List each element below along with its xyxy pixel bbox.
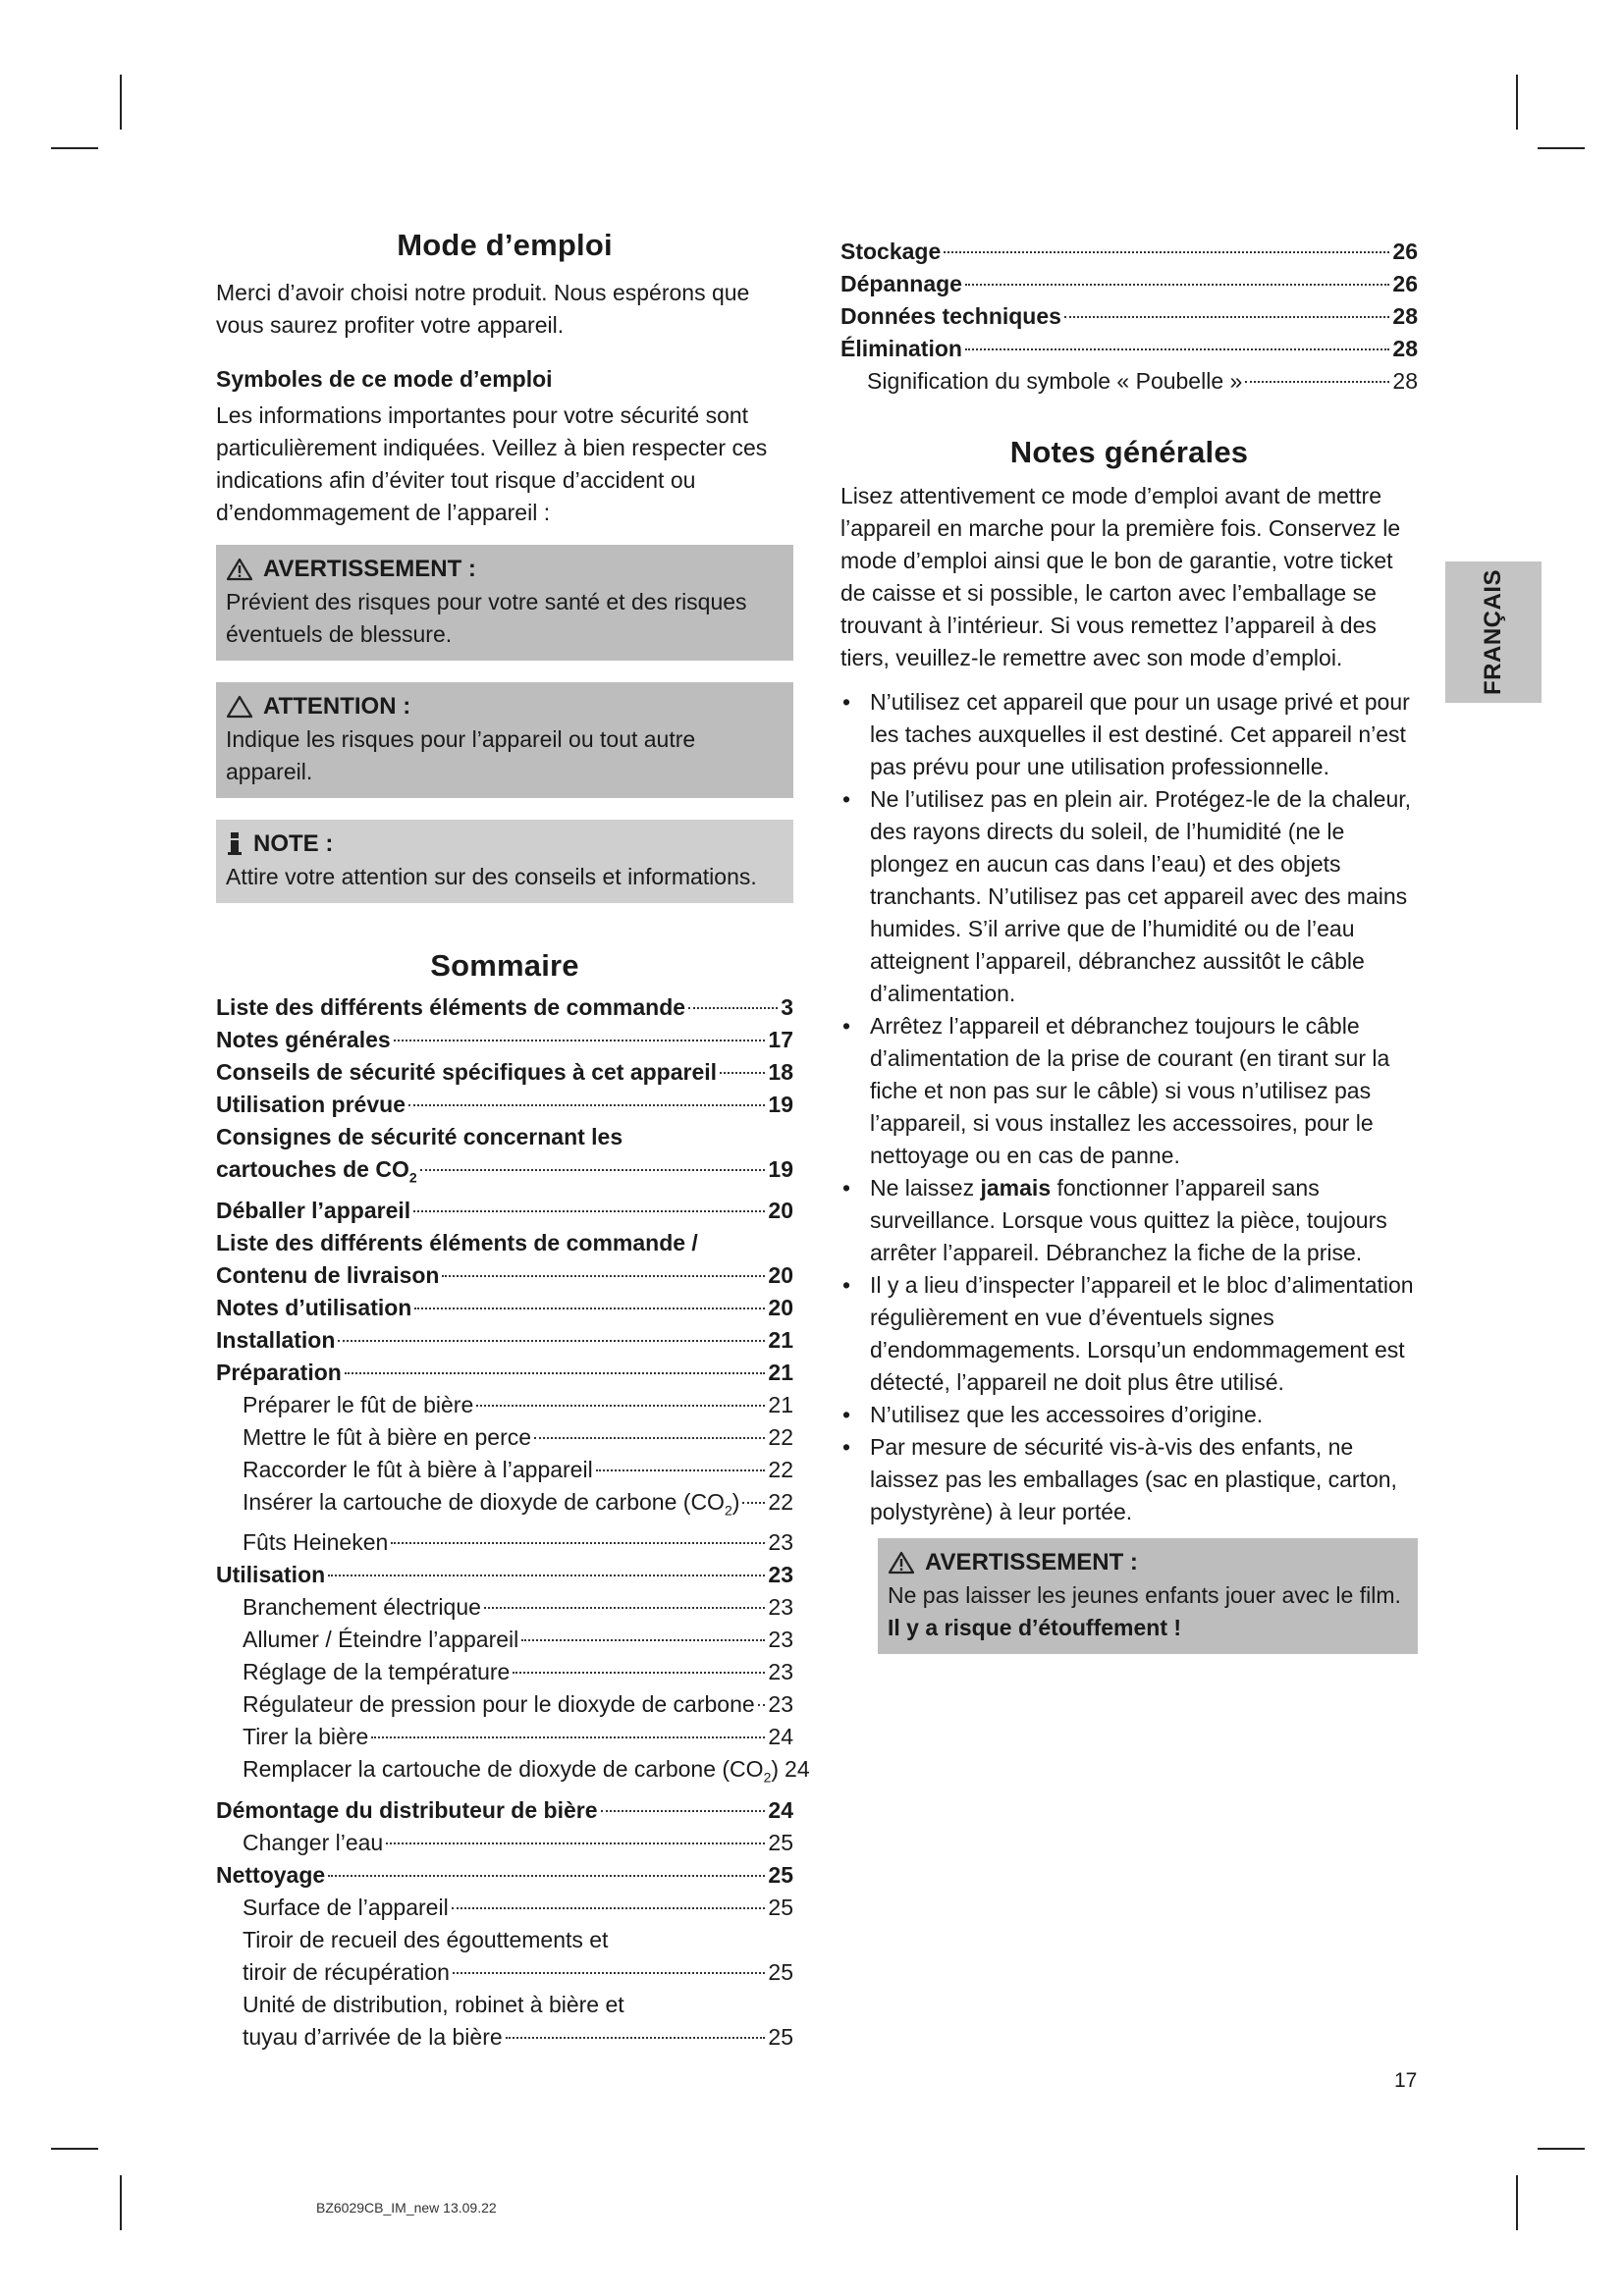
language-tab[interactable] (1445, 561, 1542, 703)
list-item: • Arrêtez l’appareil et débranchez toujours le câble d’alimentation de la prise de courant (en tirant sur la fiche et non pas sur le câble) si vous n’utilisez pas l’appareil, si vous installez les accessoires, pour le nettoyage ou en cas de panne. (840, 1010, 1418, 1172)
list-item: • N’utilisez cet appareil que pour un usage privé et pour les taches auxquelles il est destiné. Cet appareil n’est pas prévu pour une utilisation professionnelle. (840, 686, 1418, 783)
toc-entry[interactable]: Préparation 21 (216, 1359, 793, 1385)
language-tab-label: FRANÇAIS (1480, 569, 1506, 695)
toc-entry[interactable]: Contenu de livraison 20 (216, 1261, 793, 1288)
list-item: • Par mesure de sécurité vis-à-vis des enfants, ne laissez pas les emballages (sac en plastique, carton, polystyrène) à leur portée. (840, 1431, 1418, 1528)
toc-entry[interactable]: Nettoyage 25 (216, 1861, 793, 1888)
toc-entry[interactable]: Préparer le fût de bière 21 (243, 1391, 793, 1417)
warning-triangle-icon (226, 558, 253, 581)
crop-mark (51, 147, 98, 149)
toc-entry[interactable]: Utilisation 23 (216, 1562, 793, 1588)
list-item: • N’utilisez que les accessoires d’origine. (840, 1399, 1418, 1431)
toc-entry[interactable]: Démontage du distributeur de bière 24 (216, 1796, 793, 1823)
toc-entry[interactable]: Réglage de la température 23 (243, 1659, 793, 1685)
toc-entry[interactable]: cartouches de $CO_2$ 19 (216, 1156, 793, 1186)
attention-text: Indique les risques pour l’appareil ou tout autre appareil. (226, 726, 696, 784)
toc-entry[interactable]: Signification du symbole « Poubelle » 28 (867, 368, 1418, 394)
toc-entry[interactable]: Liste des différents éléments de commande / (216, 1229, 698, 1255)
footer-code: BZ6029CB_IM_new 13.09.22 (316, 2200, 497, 2216)
toc-entry[interactable]: Déballer l’appareil 20 (216, 1197, 793, 1223)
crop-mark (1516, 2175, 1518, 2230)
toc-entry[interactable]: Tirer la bière 24 (243, 1724, 793, 1750)
toc-entry[interactable]: Consignes de sécurité concernant les (216, 1124, 623, 1149)
toc-entry[interactable]: Installation 21 (216, 1326, 793, 1353)
attention-label: ATTENTION : (263, 693, 411, 720)
crop-mark (51, 2148, 98, 2150)
toc-entry[interactable]: Conseils de sécurité spécifiques à cet appareil 18 (216, 1059, 793, 1085)
toc-entry[interactable]: Liste des différents éléments de commande 3 (216, 994, 793, 1020)
notes-intro: Lisez attentivement ce mode d’emploi avant de mettre l’appareil en marche pour la première fois. Conservez le mode d’emploi ainsi que le bon de garantie, votre ticket de caisse et si possible, le carton avec l’emballage se trouvant à l’intérieur. Si vous remettez l’appareil à des tiers, veuillez-le remettre avec son mode d’emploi. (840, 483, 1401, 670)
page-number: 17 (1394, 2069, 1418, 2092)
children-warning-box (878, 1538, 1418, 1654)
crop-mark (120, 75, 122, 130)
list-item: • Ne l’utilisez pas en plein air. Protégez-le de la chaleur, des rayons directs du soleil, de l’humidité (ne le plongez en aucun cas dans l’eau) et des objets tranchants. N’utilisez pas cet appareil avec des mains humides. S’il arrive que de l’humidité ou de l’eau atteignent l’appareil, débranchez aussitôt le câble d’alimentation. (840, 783, 1418, 1010)
toc-entry[interactable]: Fûts Heineken 23 (243, 1529, 793, 1556)
notes-list (840, 686, 1418, 1528)
left-column (216, 228, 810, 2054)
note-box (216, 820, 793, 903)
symbols-heading: Symboles de ce mode d’emploi (216, 366, 553, 392)
toc-entry[interactable]: Remplacer la cartouche de dioxyde de carbone $(CO_2)$ 24 (243, 1756, 810, 1786)
toc-entry[interactable]: Insérer la cartouche de dioxyde de carbone $(CO_2)$ 22 (243, 1488, 793, 1519)
toc-entry[interactable]: Élimination 28 (840, 336, 1418, 361)
toc-entry[interactable]: Surface de l’appareil 25 (243, 1894, 793, 1920)
toc-entry[interactable]: Données techniques 28 (840, 303, 1418, 329)
attention-triangle-icon (226, 695, 253, 719)
toc-entry[interactable]: Allumer / Éteindre l’appareil 23 (243, 1627, 793, 1653)
toc-entry[interactable]: Régulateur de pression pour le dioxyde de carbone 23 (243, 1691, 793, 1718)
toc-entry[interactable]: Tiroir de recueil des égouttements et (243, 1926, 609, 1952)
toc-entry[interactable]: Stockage 26 (840, 239, 1418, 264)
symbols-text: Les informations importantes pour votre sécurité sont particulièrement indiquées. Veillez à bien respecter ces indications afin d’éviter tout risque d’accident ou d’endommagement de l’appareil : (216, 402, 768, 525)
toc-entry[interactable]: tiroir de récupération 25 (243, 1958, 793, 1985)
table-of-contents (216, 991, 810, 2054)
crop-mark (1516, 75, 1518, 130)
toc-entry[interactable]: Branchement électrique 23 (243, 1594, 793, 1621)
toc-entry[interactable]: tuyau d’arrivée de la bière 25 (243, 2023, 793, 2050)
warning-bold-text: Il y a risque d’étouffement ! (888, 1615, 1182, 1640)
intro-text: Merci d’avoir choisi notre produit. Nous espérons que vous saurez profiter votre appareil. (216, 280, 750, 338)
toc-entry[interactable]: Changer l’eau 25 (243, 1829, 793, 1855)
warning-box (216, 545, 793, 661)
crop-mark (120, 2175, 122, 2230)
toc-entry[interactable]: Dépannage 26 (840, 271, 1418, 296)
info-icon (226, 831, 244, 857)
toc-entry[interactable]: Unité de distribution, robinet à bière et (243, 1991, 624, 2017)
warning-text: Prévient des risques pour votre santé et des risques éventuels de blessure. (226, 589, 747, 647)
mode-emploi-title: Mode d’emploi (397, 228, 613, 262)
toc-entry[interactable]: Utilisation prévue 19 (216, 1092, 793, 1117)
crop-mark (1538, 147, 1585, 149)
note-text: Attire votre attention sur des conseils et informations. (226, 864, 757, 889)
right-column (840, 236, 1418, 1654)
warning-label: AVERTISSEMENT : (925, 1549, 1138, 1575)
sommaire-title: Sommaire (430, 948, 579, 983)
toc-entry[interactable]: Mettre le fût à bière en perce 22 (243, 1423, 793, 1450)
warning-triangle-icon (888, 1551, 915, 1575)
toc-entry[interactable]: Notes d’utilisation 20 (216, 1294, 793, 1320)
toc-entry[interactable]: Notes générales 17 (216, 1027, 793, 1052)
warning-text: Ne pas laisser les jeunes enfants jouer avec le film. (888, 1582, 1401, 1608)
notes-generales-title: Notes générales (1009, 435, 1249, 469)
crop-mark (1538, 2148, 1585, 2150)
table-of-contents-continued (840, 236, 1418, 398)
list-item: • Il y a lieu d’inspecter l’appareil et le bloc d’alimentation régulièrement en vue d’éventuels signes d’endommagements. Lorsqu’un endommagement est détecté, l’appareil ne doit plus être utilisé. (840, 1269, 1418, 1399)
list-item: • Ne laissez jamais fonctionner l’appareil sans surveillance. Lorsque vous quittez la pièce, toujours arrêter l’appareil. Débranchez la fiche de la prise. (840, 1172, 1418, 1269)
note-label: NOTE : (253, 830, 334, 857)
toc-entry[interactable]: Raccorder le fût à bière à l’appareil 22 (243, 1456, 793, 1482)
attention-box (216, 682, 793, 798)
warning-label: AVERTISSEMENT : (263, 556, 476, 582)
